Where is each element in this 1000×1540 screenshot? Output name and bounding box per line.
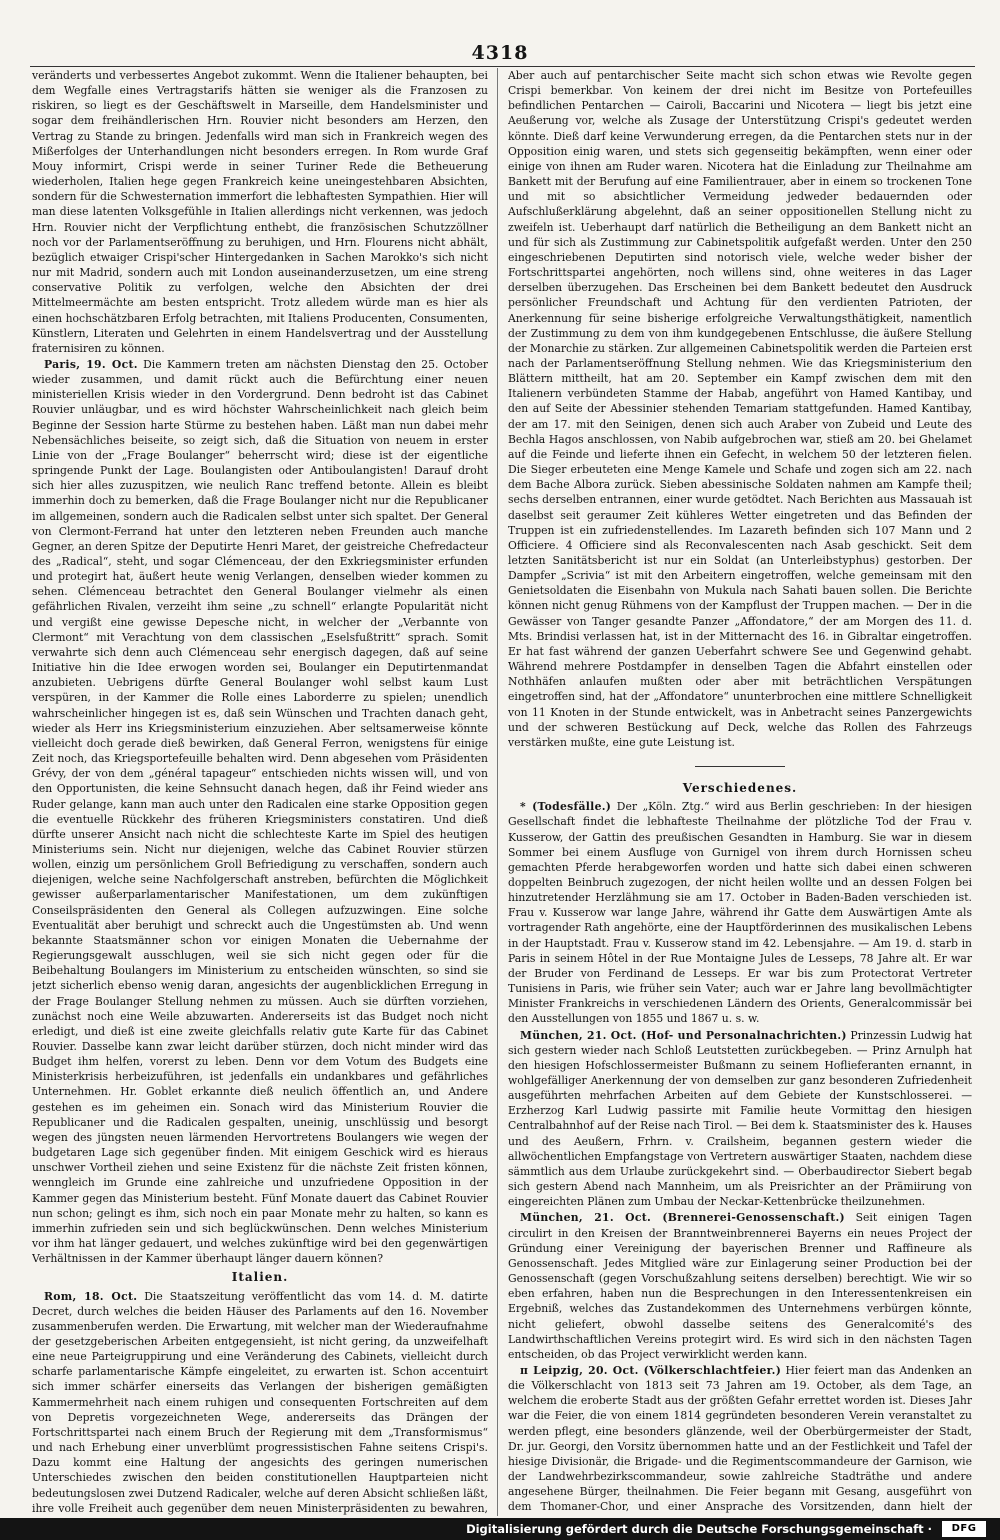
footer-credit: Digitalisierung gefördert durch die Deutsche Forschungsgemeinschaft · bbox=[466, 1522, 932, 1536]
footer-banner bbox=[0, 1518, 1000, 1540]
article-todesfaelle bbox=[508, 799, 972, 1026]
right-column bbox=[508, 68, 972, 1516]
article-text: Prinzessin Ludwig hat sich gestern wieder nach Schloß Leutstetten zurückbegeben. — Prinz Arnulph hat den hiesigen Hofschlossermeister Bußmann zu seinem Hoflieferanten ernannt, in wohlgefälliger Anerkennung der von demselben zur ganz besonderen Zufriedenheit ausgeführten mehrfachen Arbeiten auf dem Gebiete der Kunstschlosserei. — Erzherzog Karl Ludwig passirte mit Familie heute Vormittag den hiesigen Centralbahnhof auf der Reise nach Tirol. — Bei dem k. Staatsminister des k. Hauses und des Aeußern, Frhrn. v. Crailsheim, begannen gestern wieder die allwöchentlichen Empfangstage von Vertretern auswärtiger Staaten, nachdem diese sämmtlich aus dem Urlaube zurückgekehrt sind. — Oberbaudirector Siebert begab sich gestern Abend nach Mannheim, um als Preisrichter an der Prämiirung von eingereichten Plänen zum Umbau der Neckar-Kettenbrücke theilzunehmen. bbox=[508, 1028, 972, 1209]
dateline: Rom, 18. Oct. bbox=[44, 1289, 138, 1303]
dateline: * (Todesfälle.) bbox=[520, 800, 612, 814]
article-rom bbox=[32, 1289, 488, 1517]
article-text: Der „Köln. Ztg.“ wird aus Berlin geschrieben: In der hiesigen Gesellschaft findet die lebhafteste Theilnahme der plötzliche Tod der Frau v. Kusserow, der Gattin des preußischen Gesandten in Hamburg. Sie war in diesem Sommer bei einem Ausfluge von Gurnigel von ihrem durch Hornissen scheu gemachten Pferde herabgeworfen worden und hatte sich dabei einen schweren doppelten Beinbruch zugezogen, der nicht heilen wollte und an dessen Folgen bei hinzutretender Herzlähmung sie am 17. October in Baden-Baden verschieden ist. Frau v. Kusserow war lange Jahre, während ihr Gatte dem Auswärtigen Amte als vortragender Rath angehörte, eine der Hauptförderinnen des musikalischen Lebens in der Hauptstadt. Frau v. Kusserow stand im 42. Lebensjahre. — Am 19. d. starb in Paris in seinem Hôtel in der Rue Montaigne Jules de Lesseps, 78 Jahre alt. Er war der Bruder von Ferdinand de Lesseps. Er war bis zum Protectorat Vertreter Tunisiens in Paris, wie früher sein Vater; auch war er Jahre lang bevollmächtigter Minister Frankreichs in verschiedenen Ländern des Orients, Generalcommissär bei den Ausstellungen von 1855 und 1867 u. s. w. bbox=[508, 800, 972, 1026]
article-text: Die Staatszeitung veröffentlicht das vom 14. d. M. datirte Decret, durch welches die beiden Häuser des Parlaments auf den 16. November zusammenberufen werden. Die Erwartung, mit welcher man der Wiederaufnahme der gesetzgeberischen Arbeiten entgegensieht, ist nicht gering, da unzweifelhaft eine neue Parteigruppirung und eine Veränderung des Cabinets, vielleicht durch scharfe parlamentarische Kämpfe eingeleitet, zu erwarten ist. Schon accentuirt sich immer schärfer einerseits das Verlangen der bisherigen gemäßigten Kammermehrheit nach einem ruhigen und consequenten Fortschreiten auf dem von Depretis vorgezeichneten Wege, andererseits das Drängen der Fortschrittspartei nach einem Bruch der Regierung mit dem „Transformismus“ und nach Erhebung einer unverblümt progressistischen Fahne seitens Crispi's. Dazu kommt eine Haltung der angesichts des geringen numerischen Unterschiedes zwischen den beiden constitutionellen Hauptparteien nicht bedeutungslosen zwei Dutzend Radicaler, welche auf deren Absicht schließen läßt, ihre volle Freiheit auch gegenüber dem neuen Ministerpräsidenten zu bewahren, bbox=[32, 1289, 488, 1515]
page-number: 4318 bbox=[471, 42, 529, 64]
section-heading: Verschiedenes. bbox=[682, 781, 798, 796]
dateline: Paris, 19. Oct. bbox=[44, 357, 138, 371]
section-rule bbox=[695, 766, 785, 767]
column-divider bbox=[497, 68, 498, 1516]
dfg-logo[interactable]: DFG bbox=[942, 1521, 986, 1537]
article-text: Die Kammern treten am nächsten Dienstag den 25. October wieder zusammen, und damit rückt auch die Befürchtung einer neuen ministeriellen Krisis wieder in den Vordergrund. Denn bedroht ist das Cabinet Rouvier unläugbar, und es wird höchster Wahrscheinlichkeit nach gleich beim Beginne der Session harte Stürme zu bestehen haben. Läßt man nun dabei mehr Nebensächliches beiseite, so zeigt sich, daß die Situation von neuem in erster Linie von der „Frage Boulanger“ beherrscht wird; diese ist der eigentliche springende Punkt der Lage. Boulangisten oder Antiboulangisten! Darauf droht sich hier alles zuzuspitzen, wie neulich Ranc treffend betonte. Allein es bleibt immerhin doch zu bemerken, daß die Frage Boulanger nicht nur die Republicaner im allgemeinen, sondern auch die Radicalen selbst unter sich spaltet. Der General von Clermont-Ferrand hat unter den letzteren neben Freunden auch manche Gegner, an deren Spitze der Deputirte Henri Maret, der geistreiche Chefredacteur des „Radical“, steht, und sogar Clémenceau, der den Exkriegsminister erfunden und protegirt hat, äußert heute wenig Verlangen, denselben wieder kommen zu sehen. Clémenceau betrachtet den General Boulanger vielmehr als einen gefährlichen Rivalen, verzeiht ihm seine „zu schnell“ erlangte Popularität nicht und vergißt eine gewisse Depesche nicht, in welcher der „Verbannte von Clermont“ mit Verachtung von dem classischen „Eselsfußtritt“ sprach. Somit verwahrte sich denn auch Clémenceau sehr energisch dagegen, daß auf seine Initiative hin die Idee erwogen worden sei, Boulanger ein Deputirtenmandat anzubieten. Uebrigens dürfte General Boulanger wohl selbst kaum Lust verspüren, in der Kammer die Rolle eines Laborderre zu spielen; unendlich wahrscheinlicher hingegen ist es, daß sein Wünschen und Trachten danach geht, wieder als Herr ins Kriegsministerium einzuziehen. Aber seltsamerweise könnte vielleicht doch gerade dieß bewirken, daß General Ferron, wenigstens für einige Zeit noch, das Kriegsportefeuille behalten wird. Denn abgesehen vom Präsidenten Grévy, der von dem „général tapageur“ entschieden nichts wissen will, und von den Opportunisten, die keine Sehnsucht danach hegen, daß ihr Feind wieder ans Ruder gelange, kann man auch unter den Radicalen eine starke Opposition gegen die eventuelle Rückkehr des früheren Kriegsministers constatiren. Und dieß dürfte unserer Ansicht nach nicht die schlechteste Karte im Spiel des heutigen Ministeriums sein. Nicht nur diejenigen, welche das Cabinet Rouvier stürzen wollen, einzig um persönlichem Groll Befriedigung zu verschaffen, sondern auch diejenigen, welche seine Nachfolgerschaft anstreben, befürchten die Möglichkeit gewisser außerparlamentarischer Manifestationen, um dem zukünftigen Conseilspräsidenten den General als Collegen aufzuzwingen. Eine solche Eventualität aber beruhigt und schreckt auch die Ungestümsten ab. Und wenn bekannte Staatsmänner schon vor einigen Monaten die Uebernahme der Regierungsgewalt ausschlugen, weil sie sich nicht gegen oder für die Beibehaltung Boulangers im Ministerium zu entscheiden wünschten, so sind sie jetzt sicherlich ebenso wenig daran, angesichts der augenblicklichen Erregung in der Frage Boulanger Stellung nehmen zu müssen. Auch sie dürften vorziehen, zunächst noch eine Weile abzuwarten. Andererseits ist das Budget noch nicht erledigt, und dieß ist eine zweite gleichfalls relativ gute Karte für das Cabinet Rouvier. Dasselbe kann zwar leicht darüber stürzen, doch nicht minder wird das Budget ihm helfen, vorerst zu leben. Denn vor dem Votum des Budgets eine Ministerkrisis herbeizuführen, ist jedenfalls ein undankbares und gefährliches Unternehmen. Hr. Goblet erkannte dieß neulich öffentlich an, und Andere gestehen es im geheimen ein. Sonach wird das Ministerium Rouvier die Republicaner und die Radicalen gespalten, uneinig, unschlüssig und besorgt wegen des jüngsten neuen lärmenden Hervortretens Boulangers wie wegen der budgetaren Lage sich gegenüber finden. Mit einigem Geschick wird es hieraus unschwer Vortheil ziehen und seine Existenz für die nächste Zeit fristen können, wenngleich im Grunde eine zahlreiche und unzufriedene Opposition in der Kammer gegen das Ministerium besteht. Fünf Monate dauert das Cabinet Rouvier nun schon; gelingt es ihm, sich noch ein paar Monate mehr zu halten, so kann es immerhin zufrieden sein und sich beglückwünschen. Denn welches Ministerium vor ihm hat länger gedauert, und welches zukünftige wird bei den gegenwärtigen Verhältnissen in der Kammer überhaupt länger dauern können? bbox=[32, 357, 488, 1266]
left-column bbox=[32, 68, 488, 1516]
dateline: München, 21. Oct. (Hof- und Personalnachrichten.) bbox=[520, 1028, 847, 1042]
article-text: Seit einigen Tagen circulirt in den Kreisen der Branntweinbrennerei Bayerns ein neues Project der Gründung einer Vereinigung der bayerischen Brenner und Raffineure als Genossenschaft. Jedes Mitglied wäre zur Einlagerung seiner Production bei der Genossenschaft (gegen Vorschußzahlung seitens derselben) berechtigt. Wie wir so eben erfahren, haben nun die Besprechungen in den Interessentenkreisen ein Ergebniß, welches das Zustandekommen des Unternehmens verbürgen könnte, nicht geliefert, obwohl dasselbe seitens des Generalcomité's des Landwirthschaftlichen Vereins protegirt wird. Es wird sich in den nächsten Tagen entscheiden, ob das Project verwirklicht werden kann. bbox=[508, 1211, 972, 1361]
header-rule bbox=[30, 66, 975, 67]
paragraph: Aber auch auf pentarchischer Seite macht sich schon etwas wie Revolte gegen Crispi bemerkbar. Von keinem der drei nicht im Besitze von Portefeuilles befindlichen Pentarchen — Cairoli, Baccarini und Nicotera — liegt bis jetzt eine Aeußerung vor, welche als Zusage der Unterstützung Crispi's gedeutet werden könnte. Dieß darf keine Verwunderung erregen, da die Pentarchen stets nur in der Opposition einig waren, und stets sich gegenseitig bekämpften, wenn einer oder einige von ihnen am Ruder waren. Nicotera hat die Einladung zur Theilnahme am Bankett mit der Berufung auf eine Familientrauer, aber in einem so trockenen Tone und mit so absichtlicher Vermeidung jedweder bedauernden oder Aufschlußerklärung abgelehnt, daß an seiner oppositionellen Stellung nicht zu zweifeln ist. Ueberhaupt darf natürlich die Betheiligung an dem Bankett nicht an und für sich als Zustimmung zur Cabinetspolitik aufgefaßt werden. Unter den 250 eingeschriebenen Deputirten sind notorisch viele, welche weder bisher der Fortschrittspartei angehörten, noch willens sind, ohne weiteres in das Lager derselben überzugehen. Das Erscheinen bei dem Bankett bedeutet den Ausdruck persönlicher Freundschaft und Achtung für den verdienten Patrioten, der Anerkennung für seine bisherige erfolgreiche Verwaltungsthätigkeit, namentlich der Zustimmung zu dem von ihm kundgegebenen Entschlusse, die äußere Stellung der Monarchie zu stärken. Zur allgemeinen Cabinetspolitik werden die Parteien erst nach der Parlamentseröffnung Stellung nehmen. Wie das Kriegsministerium den Blättern mittheilt, hat am 20. September ein Kampf zwischen dem mit den Italienern verbündeten Stamme der Habab, angeführt von Hamed Kantibay, und den auf Seite der Abessinier stehenden Temariam stattgefunden. Hamed Kantibay, der am 17. mit den Seinigen, denen sich auch Araber von Zubeid und Leute des Bechla Hagos anschlossen, von Nabib aufgebrochen war, stieß am 20. bei Ghelamet auf die Feinde und lieferte ihnen ein Gefecht, in welchem 50 der letzteren fielen. Die Sieger erbeuteten eine Menge Kamele und Schafe und zogen sich am 22. nach dem Bache Albora zurück. Sieben abessinische Soldaten nahmen am Kampfe theil; sechs derselben entrannen, einer wurde getödtet. Nach Berichten aus Massauah ist daselbst seit geraumer Zeit kühleres Wetter eingetreten und das Befinden der Truppen ist ein zufriedenstellendes. Im Lazareth befinden sich 107 Mann und 2 Officiere. 4 Officiere sind als Reconvalescenten nach Asab geschickt. Seit dem letzten Sanitätsbericht ist nur ein Soldat (an Unterleibstyphus) gestorben. Der Dampfer „Scrivia“ ist mit den Arbeitern eingetroffen, welche gemeinsam mit den Genietsoldaten die Eisenbahn von Mukula nach Sahati bauen sollen. Die Berichte können nicht genug Rühmens von der Kampflust der Truppen machen. — Der in die Gewässer von Tanger gesandte Panzer „Affondatore,“ der am Morgen des 11. d. Mts. Brindisi verlassen hat, ist in der Mitternacht des 16. in Gibraltar eingetroffen. Er hat fast während der ganzen Ueberfahrt schwere See und Gegenwind gehabt. Während mehrere Postdampfer in denselben Tagen die Abfahrt einstellen oder Nothhäfen anlaufen mußten oder aber mit beträchtlichen Verspätungen eingetroffen sind, hat der „Affondatore“ ununterbrochen eine mittlere Schnelligkeit von 11 Knoten in der Stunde entwickelt, was in Anbetracht seines Panzergewichts und der schweren Bestückung auf Deck, welche das Rollen des Fahrzeugs verstärken mußte, eine gute Leistung ist. bbox=[508, 69, 972, 749]
section-heading: Italien. bbox=[231, 1270, 289, 1285]
article-muenchen-brennerei bbox=[508, 1210, 972, 1362]
article-text: Hier feiert man das Andenken an die Völkerschlacht von 1813 seit 73 Jahren am 19. October, als dem Tage, an welchem die eroberte Stadt aus der größten Gefahr errettet worden ist. Dieses Jahr war die Feier, die von einem 1814 gegründeten besonderen Verein veranstaltet zu werden pflegt, eine besonders glänzende, weil der Oberbürgermeister der Stadt, Dr. jur. Georgi, den Vorsitz übernommen hatte und an der Festlichkeit und Tafel der hiesige Divisionär, die Brigade- und die Regimentscommandeure der Garnison, wie der Landwehrbezirkscommandeur, sowie zahlreiche Stadträthe und andere angesehene Bürger, theilnahmen. Die Feier begann mit Gesang, ausgeführt von dem Thomaner-Chor, und einer Ansprache des Vorsitzenden, dann hielt der bbox=[508, 1363, 972, 1514]
article-muenchen-hof bbox=[508, 1028, 972, 1210]
paragraph: veränderts und verbessertes Angebot zukommt. Wenn die Italiener behaupten, bei dem Wegfalle eines Vertragstarifs hätten sie weniger als die Franzosen zu riskiren, so liegt es der Geschäftswelt in Marseille, dem Handelsminister und sogar dem freihändlerischen Hrn. Rouvier nicht besonders am Herzen, den Vertrag zu Stande zu bringen. Jedenfalls wird man sich in Frankreich wegen des Mißerfolges der Unterhandlungen nicht besonders erregen. In Rom wurde Graf Mouy informirt, Crispi werde in seiner Turiner Rede die Betheuerung wiederholen, Italien hege gegen Frankreich keine uneingestehbaren Absichten, sondern für die Schwesternation immerfort die lebhaftesten Sympathien. Hier will man diese latenten Volksgefühle in Italien allerdings nicht verkennen, was jedoch Hrn. Rouvier nicht der Verpflichtung enthebt, die französischen Schutzzöllner noch vor der Parlamentseröffnung zu beruhigen, und Hrn. Flourens nicht abhält, bezüglich etwaiger Crispi'scher Hintergedanken in Sachen Marokko's sich nicht nur mit Madrid, sondern auch mit London auseinanderzusetzen, um eine streng conservative Politik zu verfolgen, welche den Absichten der drei Mittelmeermächte am besten entspricht. Trotz alledem würde man es hier als einen hochschätzbaren Erfolg betrachten, mit Italiens Producenten, Consumenten, Künstlern, Literaten und Gelehrten in einem Handelsvertrag und der Ausstellung fraternisiren zu können. bbox=[32, 69, 488, 355]
dateline: München, 21. Oct. (Brennerei-Genossenschaft.) bbox=[520, 1211, 845, 1225]
article-leipzig bbox=[508, 1363, 972, 1516]
dateline: π Leipzig, 20. Oct. (Völkerschlachtfeier.) bbox=[520, 1363, 782, 1377]
article-paris bbox=[32, 357, 488, 1266]
